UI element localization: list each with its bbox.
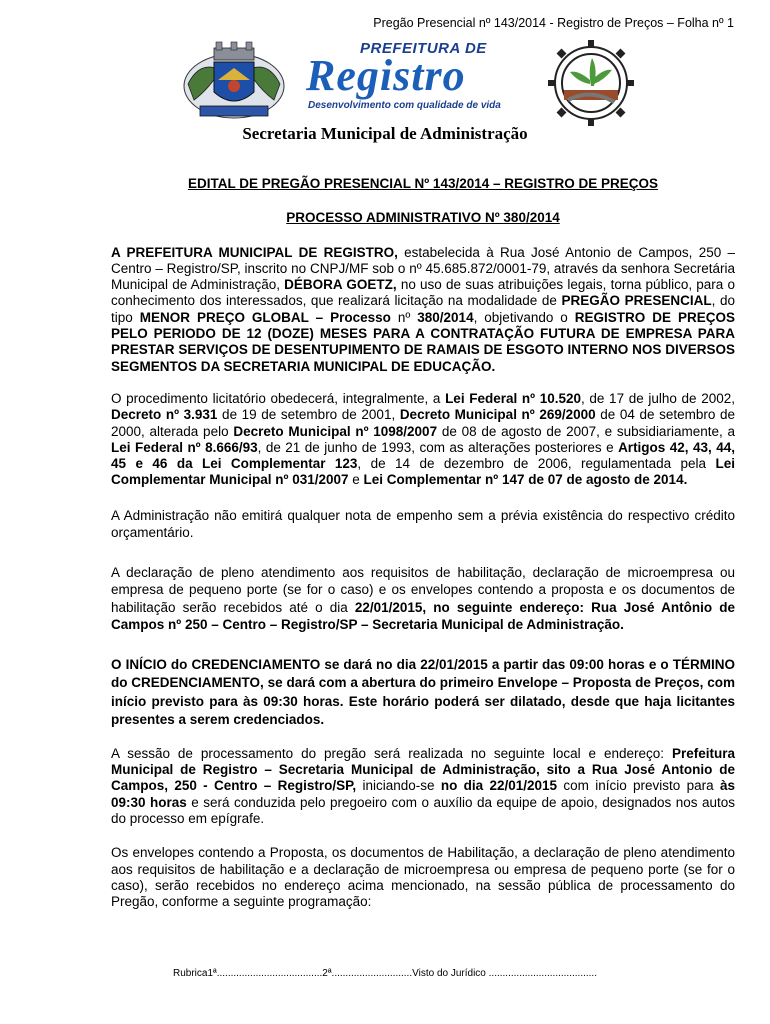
logo-main-text: Registro	[306, 51, 466, 100]
letterhead	[0, 38, 770, 128]
page-header-note: Pregão Presencial nº 143/2014 - Registro de Preços – Folha nº 1	[373, 16, 734, 30]
department-title: Secretaria Municipal de Administração	[242, 124, 528, 143]
paragraph-envelopes: Os envelopes contendo a Proposta, os documentos de Habilitação, a declaração de pleno atendimento aos requisitos de habilitação e a declaração de microempresa ou empresa de pequeno porte (se for o caso), serão recebidos no endereço acima mencionado, na sessão pública de processamento do Pregão, conforme a seguinte programação:	[111, 845, 735, 910]
paragraph-intro: A PREFEITURA MUNICIPAL DE REGISTRO, estabelecida à Rua José Antonio de Campos, 250 – Centro – Registro/SP, inscrito no CNPJ/MF sob o nº 45.685.872/0001-79, através da senhora Secretária Municipal de Administração, DÉBORA GOETZ, no uso de suas atribuições legais, torna público, para o conhecimento dos interessados, que realizará licitação na modalidade de PREGÃO PRESENCIAL, do tipo MENOR PREÇO GLOBAL – Processo nº 380/2014, objetivando o REGISTRO DE PREÇOS PELO PERIODO DE 12 (DOZE) MESES PARA A CONTRATAÇÃO FUTURA DE EMPRESA PARA PRESTAR SERVIÇOS DE DESENTUPIMENTO DE RAMAIS DE ESGOTO INTERNO NOS DIVERSOS SEGMENTOS DA SECRETARIA MUNICIPAL DE EDUCAÇÃO.	[111, 244, 736, 374]
logo-top-text: PREFEITURA DE	[360, 40, 487, 57]
paragraph-legal-basis: O procedimento licitatório obedecerá, integralmente, a Lei Federal nº 10.520, de 17 de julho de 2002, Decreto nº 3.931 de 19 de setembro de 2001, Decreto Municipal nº 269/2000 de 04 de setembro de 2000, alterada pelo Decreto Municipal nº 1098/2007 de 08 de agosto de 2007, e subsidiariamente, a Lei Federal nº 8.666/93, de 21 de junho de 1993, com as alterações posteriores e Artigos 42, 43, 44, 45 e 46 da Lei Complementar 123, de 14 de dezembro de 2006, regulamentada pela Lei Complementar Municipal nº 031/2007 e Lei Complementar nº 147 de 07 de agosto de 2014.	[111, 390, 736, 488]
paragraph-receipt: A declaração de pleno atendimento aos requisitos de habilitação, declaração de microempresa ou empresa de pequeno porte (se for o caso) e os envelopes contendo a proposta e os documentos de habilitação serão recebidos até o dia 22/01/2015, no seguinte endereço: Rua José Antônio de Campos nº 250 – Centro – Registro/SP – Secretaria Municipal de Administração.	[111, 564, 735, 633]
paragraph-budget: A Administração não emitirá qualquer nota de empenho sem a prévia existência do respectivo crédito orçamentário.	[111, 507, 735, 541]
processo-title: PROCESSO ADMINISTRATIVO Nº 380/2014	[286, 210, 560, 226]
prefeitura-logo	[300, 40, 530, 118]
document-body	[111, 176, 735, 910]
edital-title: EDITAL DE PREGÃO PRESENCIAL Nº 143/2014 – REGISTRO DE PREÇOS	[187, 176, 659, 191]
gear-emblem-icon	[548, 40, 634, 126]
municipal-coat-of-arms	[180, 40, 288, 124]
logo-slogan: Desenvolvimento com qualidade de vida	[308, 100, 501, 111]
paragraph-credenciamento: O INÍCIO do CREDENCIAMENTO se dará no dia 22/01/2015 a partir das 09:00 horas e o TÉRMINO do CREDENCIAMENTO, se dará com a abertura do primeiro Envelope – Proposta de Preços, com início previsto para às 09:30 horas. Este horário poderá ser dilatado, desde que haja licitantes presentes a serem credenciados.	[111, 656, 735, 728]
paragraph-session: A sessão de processamento do pregão será realizada no seguinte local e endereço: Prefeitura Municipal de Registro – Secretaria Municipal de Administração, sito a Rua José Antonio de Campos, 250 - Centro – Registro/SP, iniciando-se no dia 22/01/2015 com início previsto para às 09:30 horas e será conduzida pelo pregoeiro com o auxílio da equipe de apoio, designados nos autos do processo em epígrafe.	[111, 745, 735, 826]
signature-footer: Rubrica1ª......................................2ª.............................Visto do Jurídico .......................................	[172, 968, 597, 979]
